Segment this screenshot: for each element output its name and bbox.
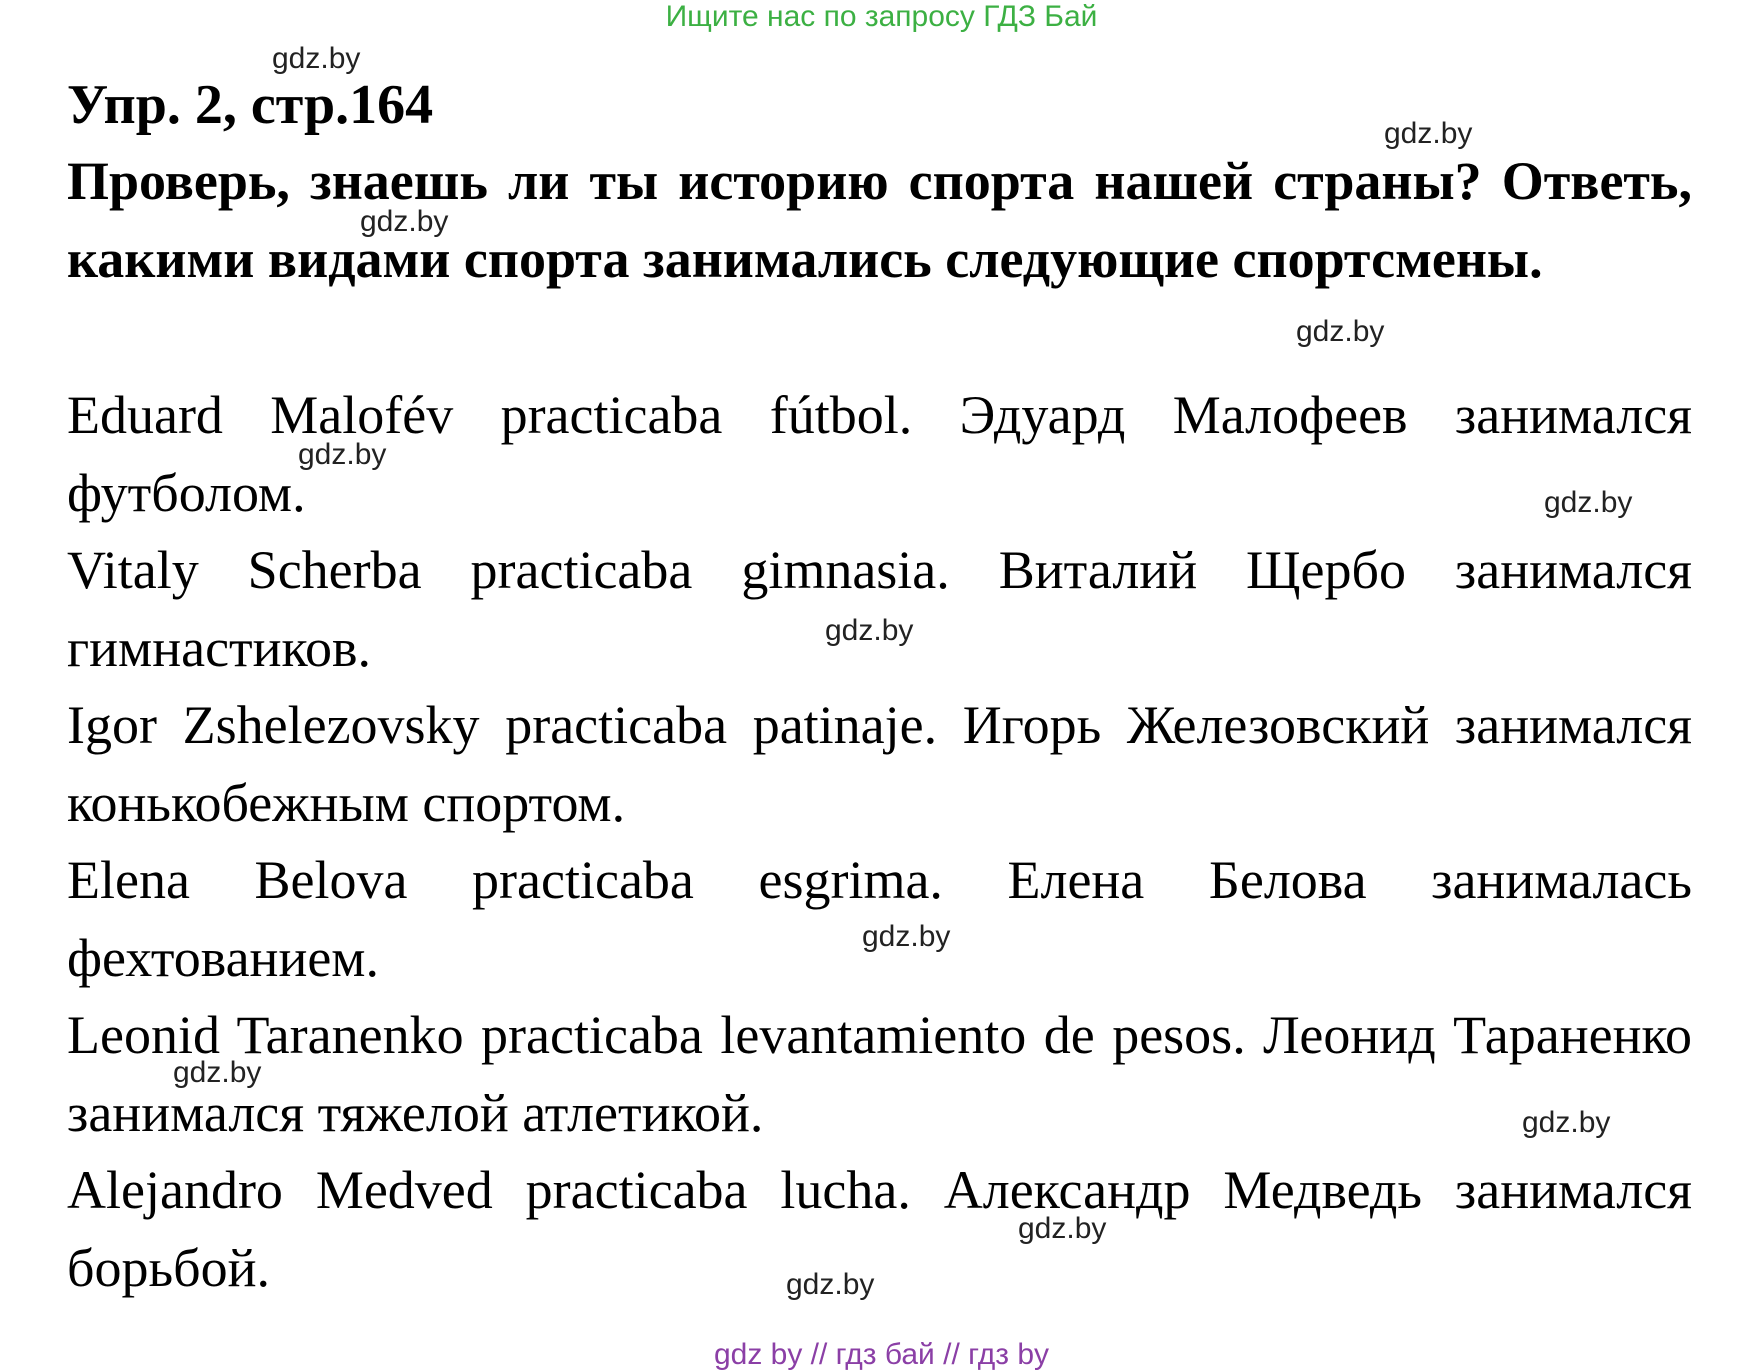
watermark: gdz.by [825, 614, 914, 647]
watermark: gdz.by [272, 42, 361, 75]
watermark: gdz.by [1018, 1212, 1107, 1245]
exercise-title: Упр. 2, стр.164 [67, 74, 434, 136]
answer-paragraph: Igor Zshelezovsky practicaba patinaje. Игорь Железовский занимался конькобежным спортом. [67, 695, 1692, 833]
answer-paragraph: Alejandro Medved practicaba lucha. Александр Медведь занимался борьбой. [67, 1160, 1692, 1298]
watermark: gdz.by [298, 438, 387, 471]
answer-paragraph: Elena Belova practicaba esgrima. Елена Белова занималась фехтованием. [67, 850, 1692, 988]
watermark: gdz.by [1384, 117, 1473, 150]
answer-paragraph: Vitaly Scherba practicaba gimnasia. Виталий Щербо занимался гимнастиков. [67, 540, 1692, 678]
bottom-banner: gdz by // гдз бай // гдз by [713, 1338, 1050, 1371]
watermark: gdz.by [786, 1268, 875, 1301]
watermark: gdz.by [360, 205, 449, 238]
watermark: gdz.by [862, 920, 951, 953]
answer-paragraph: Eduard Malofév practicaba fútbol. Эдуард Малофеев занимался футболом. [67, 385, 1692, 523]
watermark: gdz.by [173, 1056, 262, 1089]
watermark: gdz.by [1522, 1106, 1611, 1139]
answer-paragraph: Leonid Taranenko practicaba levantamiento de pesos. Леонид Тараненко занимался тяжелой атлетикой. [67, 1005, 1692, 1143]
watermark: gdz.by [1544, 486, 1633, 519]
task-text: Проверь, знаешь ли ты историю спорта нашей страны? Ответь, какими видами спорта занимались следующие спортсмены. [67, 151, 1692, 289]
watermark: gdz.by [1296, 315, 1385, 348]
top-banner: Ищите нас по запросу ГДЗ Бай [665, 0, 1098, 33]
